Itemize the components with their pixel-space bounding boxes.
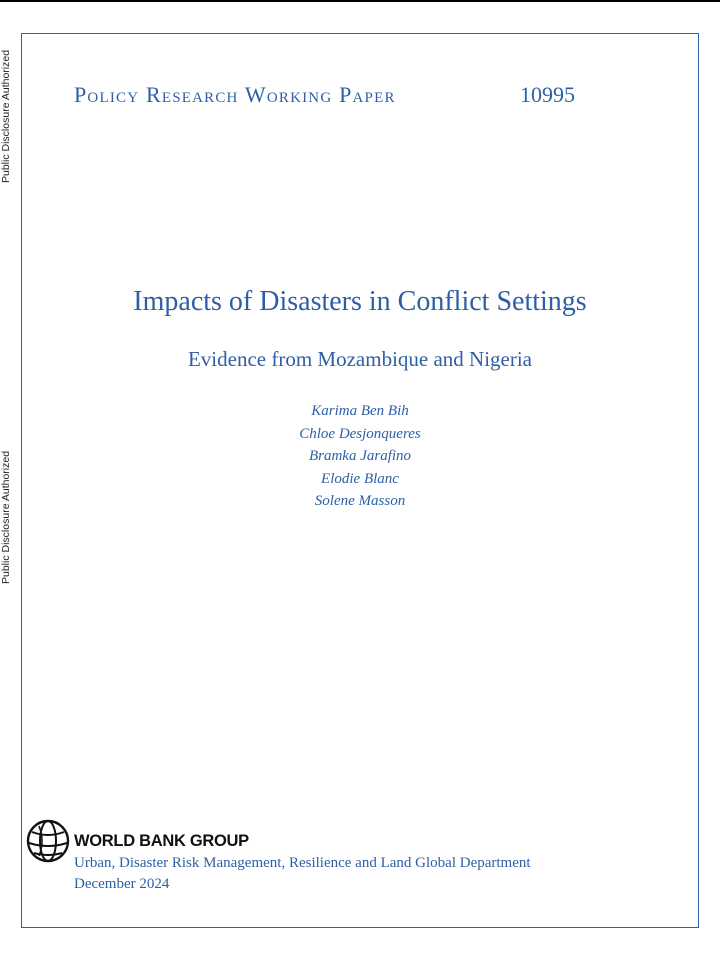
disclosure-label-middle: Public Disclosure Authorized: [0, 450, 12, 584]
series-title: Policy Research Working Paper: [74, 82, 396, 107]
paper-title: Impacts of Disasters in Conflict Settings: [133, 286, 587, 317]
disclosure-label-top: Public Disclosure Authorized: [0, 49, 12, 183]
author-name: Solene Masson: [314, 493, 406, 509]
author-name: Bramka Jarafino: [308, 448, 412, 464]
publication-date: December 2024: [74, 876, 170, 892]
author-list: [0, 400, 720, 513]
top-rule: [0, 0, 720, 2]
world-bank-globe-icon: [25, 818, 71, 864]
world-bank-group-wordmark: WORLD BANK GROUP: [74, 832, 249, 850]
author-name: Chloe Desjonqueres: [299, 425, 421, 442]
author-name: Elodie Blanc: [321, 470, 399, 487]
paper-number: 10995: [520, 82, 575, 107]
department-name: Urban, Disaster Risk Management, Resilience and Land Global Department: [74, 855, 531, 871]
paper-subtitle: Evidence from Mozambique and Nigeria: [187, 347, 533, 371]
author-name: Karima Ben Bih: [311, 403, 409, 419]
